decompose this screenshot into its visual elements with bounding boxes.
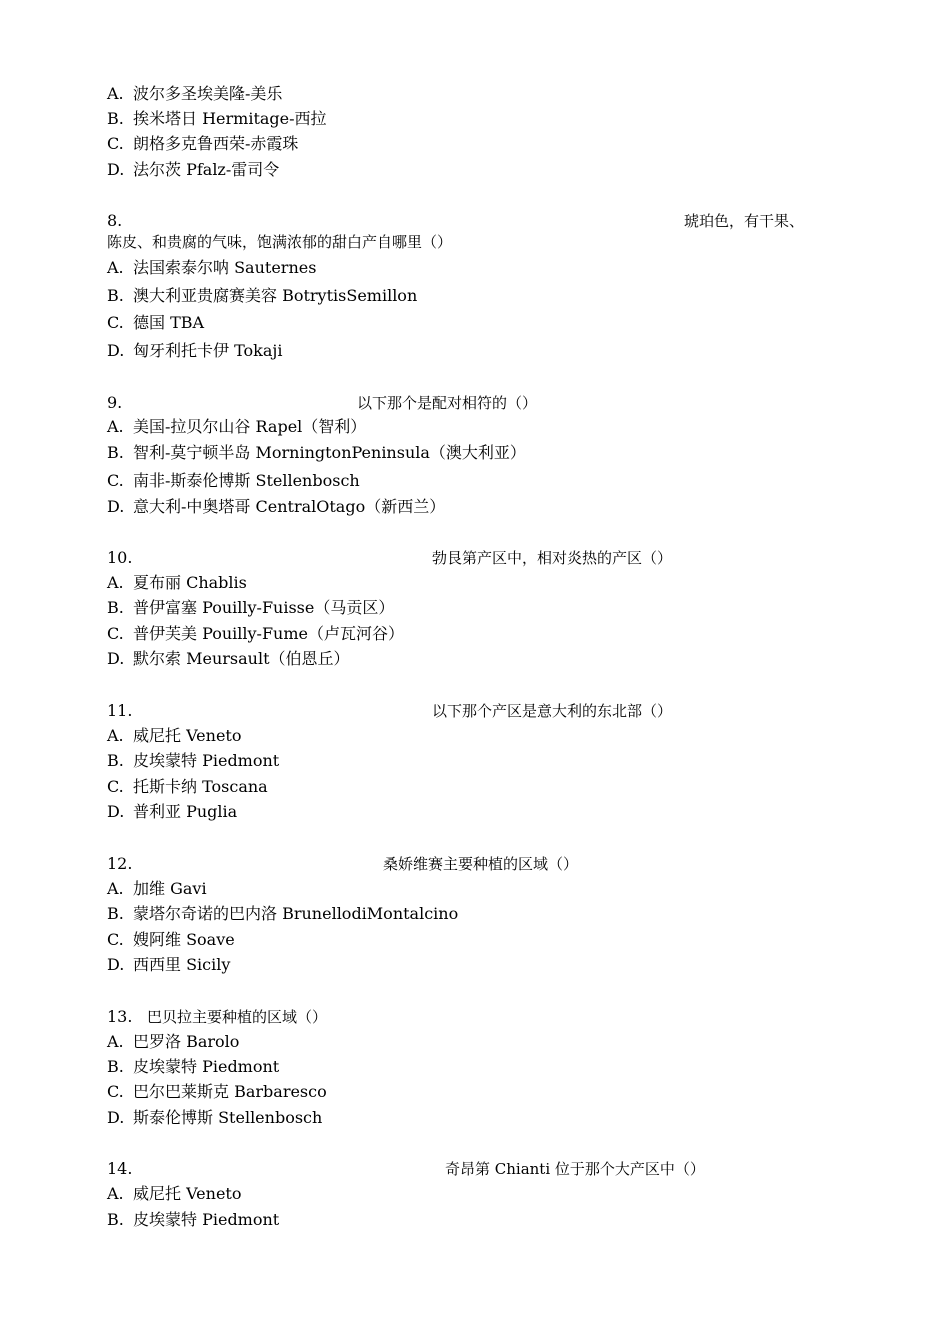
q13-option-b: B. 皮埃蒙特 Piedmont bbox=[107, 1057, 280, 1076]
q9-option-d: D. 意大利-中奥塔哥 CentralOtago（新西兰） bbox=[107, 497, 446, 516]
q12-text: 桑娇维赛主要种植的区域（） bbox=[383, 855, 579, 873]
q11-text: 以下那个产区是意大利的东北部（） bbox=[432, 702, 673, 720]
q8-option-d: D. 匈牙利托卡伊 Tokaji bbox=[107, 341, 283, 360]
q11-option-d: D. 普利亚 Puglia bbox=[107, 802, 238, 821]
q10-text: 勃艮第产区中，相对炎热的产区（） bbox=[432, 549, 673, 567]
q11-option-a: A. 威尼托 Veneto bbox=[107, 726, 242, 745]
q10-option-c: C. 普伊芙美 Pouilly-Fume（卢瓦河谷） bbox=[107, 624, 404, 643]
q11-option-c: C. 托斯卡纳 Toscana bbox=[107, 777, 268, 796]
q14-text: 奇昂第 Chianti 位于那个大产区中（） bbox=[445, 1160, 705, 1178]
q13-text: 巴贝拉主要种植的区域（） bbox=[147, 1008, 328, 1026]
q12-option-a: A. 加维 Gavi bbox=[107, 879, 207, 898]
q12-option-c: C. 嫂阿维 Soave bbox=[107, 930, 235, 949]
q7-option-a: A. 波尔多圣埃美隆-美乐 bbox=[107, 84, 283, 103]
q10-option-a: A. 夏布丽 Chablis bbox=[107, 573, 247, 592]
q14-option-b: B. 皮埃蒙特 Piedmont bbox=[107, 1210, 280, 1229]
q14-number: 14. bbox=[107, 1159, 133, 1178]
q13-option-c: C. 巴尔巴莱斯克 Barbaresco bbox=[107, 1082, 327, 1101]
q13-option-d: D. 斯泰伦博斯 Stellenbosch bbox=[107, 1108, 323, 1127]
q8-option-c: C. 德国 TBA bbox=[107, 313, 205, 332]
q14-option-a: A. 威尼托 Veneto bbox=[107, 1184, 242, 1203]
q13-number: 13. bbox=[107, 1007, 133, 1026]
q8-number: 8. bbox=[107, 211, 123, 230]
q7-option-c: C. 朗格多克鲁西荣-赤霞珠 bbox=[107, 134, 299, 153]
q8-option-b: B. 澳大利亚贵腐赛美容 BotrytisSemillon bbox=[107, 286, 418, 305]
q8-text-line1: 琥珀色，有干果、 bbox=[684, 212, 805, 230]
q12-option-d: D. 西西里 Sicily bbox=[107, 955, 231, 974]
q10-option-d: D. 默尔索 Meursault（伯恩丘） bbox=[107, 649, 350, 668]
q7-option-d: D. 法尔茨 Pfalz-雷司令 bbox=[107, 160, 280, 179]
q12-number: 12. bbox=[107, 854, 133, 873]
q8-option-a: A. 法国索泰尔呐 Sauternes bbox=[107, 258, 317, 277]
q10-option-b: B. 普伊富塞 Pouilly-Fuisse（马贡区） bbox=[107, 598, 395, 617]
q13-option-a: A. 巴罗洛 Barolo bbox=[107, 1032, 240, 1051]
q11-option-b: B. 皮埃蒙特 Piedmont bbox=[107, 751, 280, 770]
q11-number: 11. bbox=[107, 701, 133, 720]
q9-option-b: B. 智利-莫宁顿半岛 MorningtonPeninsula（澳大利亚） bbox=[107, 443, 526, 462]
q10-number: 10. bbox=[107, 548, 133, 567]
q7-option-b: B. 挨米塔日 Hermitage-西拉 bbox=[107, 109, 327, 128]
q9-option-c: C. 南非-斯泰伦博斯 Stellenbosch bbox=[107, 471, 360, 490]
q9-option-a: A. 美国-拉贝尔山谷 Rapel（智利） bbox=[107, 417, 367, 436]
q9-text: 以下那个是配对相符的（） bbox=[357, 394, 538, 412]
q12-option-b: B. 蒙塔尔奇诺的巴内洛 BrunellodiMontalcino bbox=[107, 904, 459, 923]
q9-number: 9. bbox=[107, 393, 123, 412]
q8-text-line2: 陈皮、和贵腐的气味，饱满浓郁的甜白产自哪里（） bbox=[107, 233, 453, 251]
